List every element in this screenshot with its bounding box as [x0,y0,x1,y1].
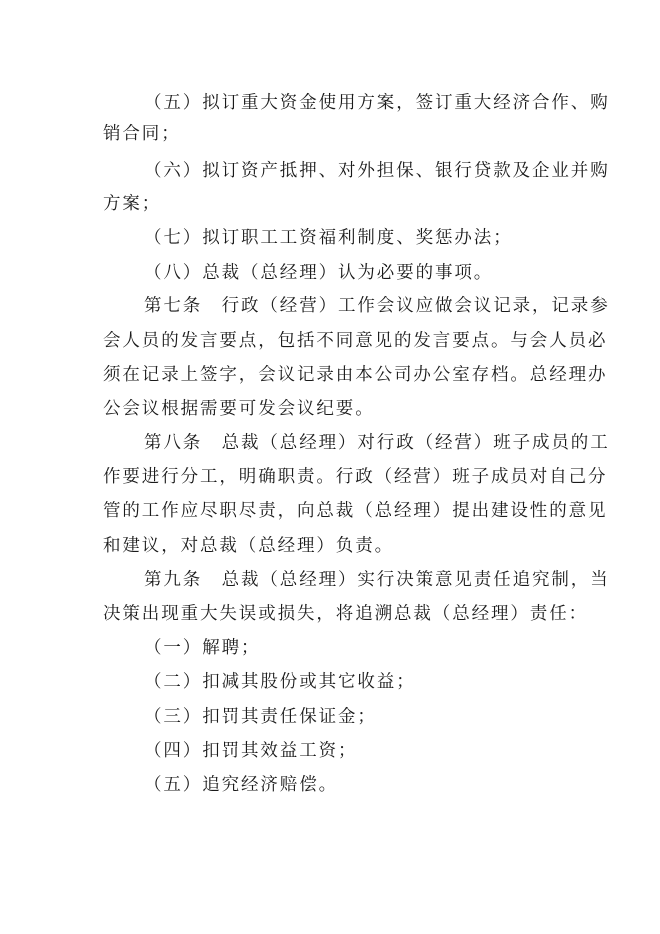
text-line: 决策出现重大失误或损失，将追溯总裁（总经理）责任： [103,604,588,624]
text-line: （四）扣罚其效益工资； [144,741,358,761]
text-line: （二）扣减其股份或其它收益； [144,672,416,692]
text-line: （八）总裁（总经理）认为必要的事项。 [144,263,494,283]
text-line: 须在记录上签字，会议记录由本公司办公室存档。总经理办 [103,365,608,385]
text-line: （五）拟订重大资金使用方案，签订重大经济合作、购 [144,93,610,113]
text-line: 管的工作应尽职尽责，向总裁（总经理）提出建设性的意见 [103,501,608,521]
text-line: 方案； [103,194,162,214]
text-line: 销合同； [103,124,181,144]
text-line: 第七条 行政（经营）工作会议应做会议记录，记录参 [144,296,610,316]
text-line: 作要进行分工，明确职责。行政（经营）班子成员对自己分 [103,467,608,487]
text-line: 公会议根据需要可发会议纪要。 [103,399,375,419]
text-line: 和建议，对总裁（总经理）负责。 [103,536,394,556]
text-line: （六）拟订资产抵押、对外担保、银行贷款及企业并购 [144,161,610,181]
text-line: （一）解聘； [144,638,261,658]
text-line: 第八条 总裁（总经理）对行政（经营）班子成员的工 [144,433,610,453]
text-line: （三）扣罚其责任保证金； [144,707,377,727]
text-line: 会人员的发言要点，包括不同意见的发言要点。与会人员必 [103,331,608,351]
text-line: （五）追究经济赔偿。 [144,775,338,795]
text-line: （七）拟订职工工资福利制度、奖惩办法； [144,228,513,248]
text-line: 第九条 总裁（总经理）实行决策意见责任追究制，当 [144,570,610,590]
